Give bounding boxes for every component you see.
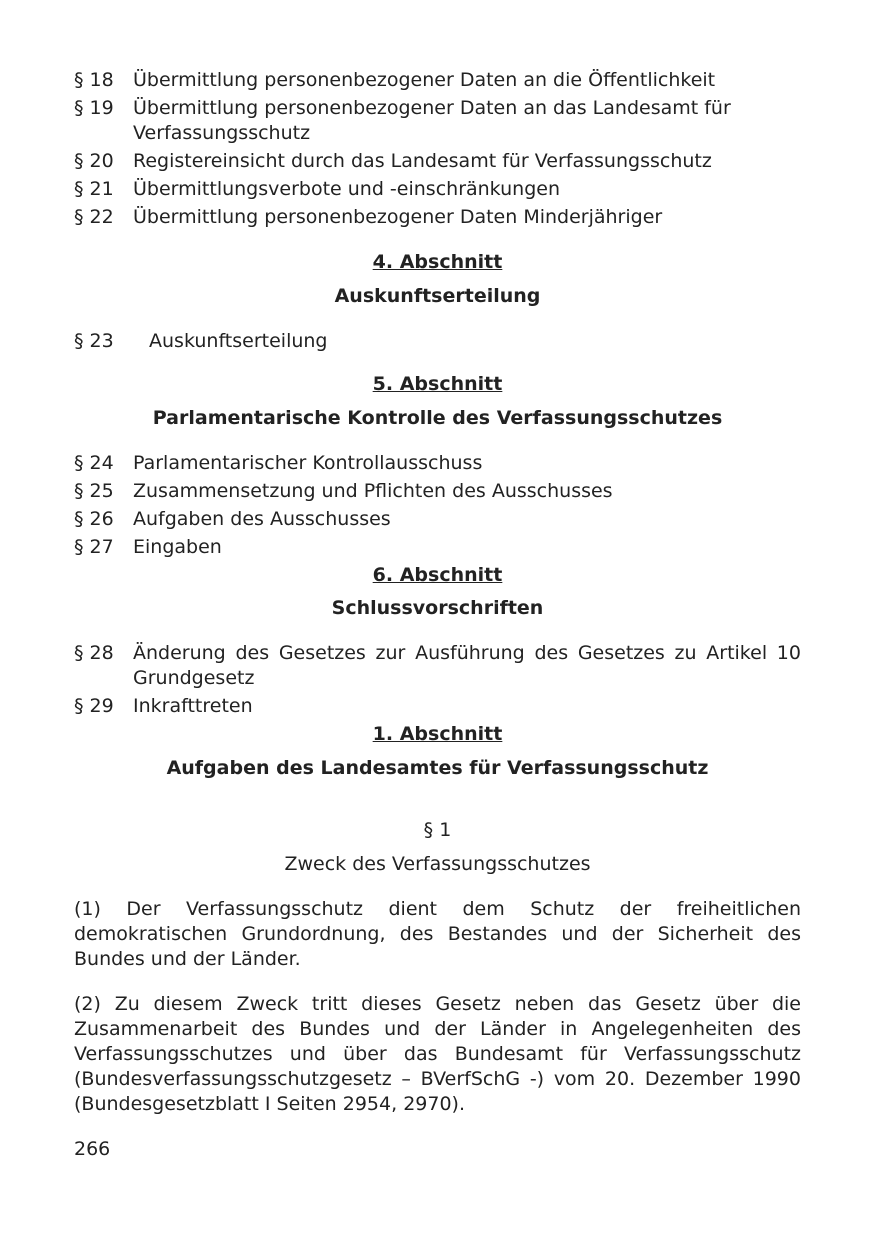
toc-number: § 29	[74, 695, 114, 717]
section-5-title: Parlamentarische Kontrolle des Verfassungsschutzes	[152, 407, 723, 429]
toc-item	[74, 535, 801, 560]
toc-number: § 21	[74, 178, 114, 200]
toc-item	[74, 507, 801, 532]
toc-item	[74, 329, 801, 354]
toc-title: Zusammensetzung und Pflichten des Ausschusses	[133, 480, 613, 502]
toc-title: Inkrafttreten	[133, 695, 253, 717]
toc-number: § 19	[74, 97, 114, 119]
body-paragraph-1: (1) Der Verfassungsschutz dient dem Schutz der freiheitlichen demokratischen Grundordnung, des Bestandes und der Sicherheit des Bundes und der Länder.	[74, 898, 801, 970]
toc-title: Übermittlung personenbezogener Daten Minderjähriger	[133, 206, 663, 228]
toc-number: § 27	[74, 536, 114, 558]
toc-number: § 18	[74, 69, 114, 91]
toc-title: Aufgaben des Ausschusses	[133, 508, 391, 530]
toc-title: Änderung des Gesetzes zur Ausführung des Gesetzes zu Artikel 10 Grundgesetz	[133, 642, 801, 689]
toc-number: § 28	[74, 642, 114, 664]
section-1-title: Aufgaben des Landesamtes für Verfassungsschutz	[166, 757, 709, 779]
toc-number: § 23	[74, 330, 114, 352]
toc-list-a	[74, 68, 801, 230]
toc-number: § 22	[74, 206, 114, 228]
section-6-title: Schlussvorschriften	[331, 597, 544, 619]
section-6-label: 6. Abschnitt	[372, 564, 503, 586]
toc-title: Parlamentarischer Kontrollausschuss	[133, 452, 483, 474]
toc-title: Auskunftserteilung	[149, 330, 328, 352]
toc-list-c	[74, 451, 801, 560]
toc-title: Übermittlung personenbezogener Daten an das Landesamt für Verfassungsschutz	[133, 97, 731, 144]
toc-item	[74, 68, 801, 93]
toc-title: Registereinsicht durch das Landesamt für Verfassungsschutz	[133, 150, 712, 172]
toc-item	[74, 177, 801, 202]
toc-item	[74, 641, 801, 691]
paragraph-number: § 1	[423, 819, 452, 841]
document-page	[74, 68, 801, 1162]
toc-item	[74, 451, 801, 476]
section-5-label: 5. Abschnitt	[372, 373, 503, 395]
toc-title: Übermittlungsverbote und -einschränkungen	[133, 178, 560, 200]
toc-number: § 25	[74, 480, 114, 502]
toc-list-d	[74, 641, 801, 719]
toc-item	[74, 694, 801, 719]
toc-item	[74, 479, 801, 504]
toc-number: § 20	[74, 150, 114, 172]
page-number: 266	[74, 1138, 111, 1160]
body-paragraph-2: (2) Zu diesem Zweck tritt dieses Gesetz neben das Gesetz über die Zusammenarbeit des Bundes und der Länder in Angelegenheiten des Verfassungsschutzes und über das Bundesamt für Verfassungsschutz (Bundesverfassungsschutzgesetz – BVerfSchG -) vom 20. Dezember 1990 (Bundesgesetzblatt I Seiten 2954, 2970).	[74, 993, 801, 1115]
toc-title: Übermittlung personenbezogener Daten an die Öffentlichkeit	[133, 69, 716, 91]
toc-item	[74, 205, 801, 230]
section-4-label: 4. Abschnitt	[372, 251, 503, 273]
section-1-label: 1. Abschnitt	[372, 723, 503, 745]
section-4-title: Auskunftserteilung	[334, 285, 541, 307]
toc-number: § 26	[74, 508, 114, 530]
paragraph-title: Zweck des Verfassungsschutzes	[284, 853, 591, 875]
toc-item	[74, 96, 801, 146]
toc-number: § 24	[74, 452, 114, 474]
toc-title: Eingaben	[133, 536, 222, 558]
toc-list-b	[74, 329, 801, 354]
toc-item	[74, 149, 801, 174]
